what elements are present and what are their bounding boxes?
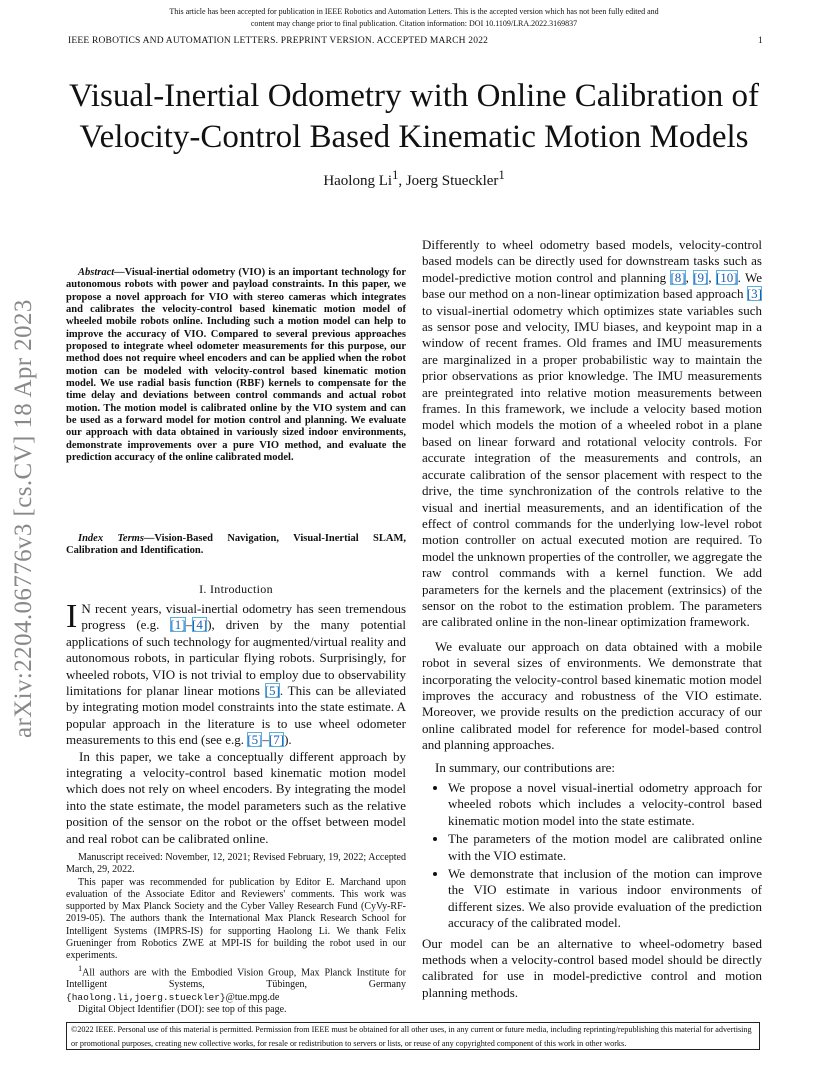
citation-link[interactable]: [8]	[670, 269, 686, 285]
intro-text: . This can be alleviated by integrating motion model constraints into the state estimate. A popular approach in the literature is to use wheel odometer measurements to this end (see e.g.	[66, 683, 406, 748]
email-address[interactable]: {haolong.li,joerg.stueckler}	[66, 991, 226, 1003]
author-separator: ,	[398, 173, 406, 189]
citation-link[interactable]: [5]	[247, 732, 263, 748]
citation-link[interactable]: [1]	[170, 617, 186, 633]
footnote-doi: Digital Object Identifier (DOI): see top of this page.	[78, 1003, 287, 1015]
citation-link[interactable]: [9]	[693, 269, 709, 285]
intro-text: ), driven by the many potential applications of such technology for augmented/virtual reality and autonomous robots, in particular flying robots. Surprisingly, for wheeled robots, VIO is not trivial to employ due to observability limitations for planar linear motions	[66, 617, 406, 699]
intro-text: –	[262, 732, 269, 748]
author-affil-mark: 1	[498, 168, 505, 182]
index-terms	[66, 533, 406, 558]
citation-link[interactable]: [3]	[746, 286, 762, 302]
body-text: to visual-inertial odometry which optimizes state variables such as sensor pose and velocity, IMU biases, and keypoint map in a window of recent frames. Old frames and IMU measurements are marginalized in a proper probabilistic way to maintain the prior observations as prior knowledge. The IMU measurements are preintegrated into relative motion measurements between frames. In this framework, we include a velocity based motion model which models the motion of a wheeled robot in a plane based on linear forward and rotational velocity controls. For accurate integration of the measurements and controls, an accurate calibration of the sensor placement with respect to the drive, the time synchronization of the controls relative to the visual and inertial measurements, and an identification of the effect of control commands for the underlying low-level robot motion controller on actual executed motion are required. To model the unknown properties of the controller, we aggregate the raw control commands with a kernel function. We add parameters for the kernels and the placement (extrinsics) of the sensor on the robot to the estimation problem. The parameters are calibrated online in the non-linear optimization framework.	[422, 302, 762, 630]
author-list	[0, 168, 828, 190]
affil-text: All authors are with the Embodied Vision Group, Max Planck Institute for Intelligent Systems, Tübingen, Germany	[66, 967, 406, 991]
citation-link[interactable]: [10]	[715, 269, 738, 285]
running-head	[68, 36, 763, 46]
intro-text: N recent years, visual-inertial odometry has seen tremendous progress (e.g.	[81, 601, 406, 633]
body-paragraph: We evaluate our approach on data obtained with a mobile robot in several sizes of environments. We demonstrate that incorporating the velocity-control based kinematic motion model improves the accuracy and robustness of the VIO estimate. Moreover, we provide results on the prediction accuracy of our online calibrated model for reference for model-based control and planning approaches.	[422, 638, 762, 753]
right-column-body	[422, 237, 762, 1001]
page-number: 1	[758, 36, 763, 46]
index-terms-text: —Vision-Based Navigation, Visual-Inertial SLAM, Calibration and Identification.	[66, 533, 407, 557]
body-text: ,	[685, 269, 694, 285]
title-line1: Visual-Inertial Odometry with Online Calibration of	[69, 78, 759, 114]
citation-link[interactable]: [5]	[264, 683, 280, 699]
contribution-list	[422, 780, 762, 932]
publication-notice-line2: content may change prior to final publication. Citation information: DOI 10.1109/LRA.2022.3169837	[250, 19, 578, 28]
index-terms-label: Index Terms	[78, 533, 144, 544]
arxiv-watermark: arXiv:2204.06776v3 [cs.CV] 18 Apr 2023	[10, 299, 37, 738]
citation-link[interactable]: [7]	[268, 732, 285, 748]
list-item: • We demonstrate that inclusion of the motion can improve the VIO estimate in various indoor environments of different sizes. We also provide evaluation of the prediction accuracy of the calibrated model.	[448, 866, 762, 932]
body-text: ,	[708, 269, 716, 285]
body-paragraph: In summary, our contributions are:	[435, 759, 616, 775]
footnote-recommended: This paper was recommended for publication by Editor E. Marchand upon evaluation of the Associate Editor and Reviewers' comments. This work was supported by Max Planck Society and the Cyber Valley Research Fund (CyVy-RF-2019-05). The authors thank the International Max Planck Research School for Intelligent Systems (IMPRS-IS) for supporting Haolong Li. We thank Felix Grueninger from Robotics ZWE at MPI-IS for building the robot used in our experiments.	[66, 876, 406, 962]
intro-text: –	[185, 617, 193, 633]
copyright-notice: ©2022 IEEE. Personal use of this material is permitted. Permission from IEEE must be obtained for all other uses, in any current or future media, including reprinting/republishing this material for advertising or promotional purposes, creating new collective works, for resale or redistribution to servers or lists, or reuse of any copyrighted component of this work in other works.	[66, 1022, 760, 1050]
author-name: Haolong Li	[323, 173, 393, 189]
paper-title	[40, 76, 788, 158]
abstract-text: —Visual-inertial odometry (VIO) is an important technology for autonomous robots with power and payload constraints. In this paper, we propose a novel approach for VIO with stereo cameras which integrates and calibrates the velocity-control based kinematic motion model of wheeled mobile robots online. Including such a motion model can help to improve the accuracy of VIO. Compared to several previous approaches proposed to integrate wheel odometer measurements for this purpose, our method does not require wheel encoders and can be applied when the robot motion can be modeled with velocity-control based kinematic motion model. We use radial basis function (RBF) kernels to compensate for the time delay and deviations between control commands and actual robot motion. The motion model is calibrated online by the VIO system and can be used as a forward model for motion control and planning. We evaluate our approach with data obtained in variously sized indoor environments, demonstrate improvements over a pure VIO method, and evaluate the prediction accuracy of the online calibrated model.	[66, 267, 406, 464]
list-item: • We propose a novel visual-inertial odometry approach for wheeled robots which includes a velocity-control based kinematic motion model into the state estimate.	[448, 780, 762, 829]
email-domain: @tue.mpg.de	[225, 991, 280, 1003]
body-text: Differently to wheel odometry based models, velocity-control based models can be directly used for downstream tasks such as model-predictive motion control and planning	[422, 237, 762, 285]
body-paragraph: Our model can be an alternative to wheel-odometry based methods when a velocity-control based model should be directly calibrated for use in model-predictive control and motion planning methods.	[422, 935, 762, 1000]
abstract	[66, 267, 406, 465]
citation-link[interactable]: [4]	[192, 617, 208, 633]
footnote-received: Manuscript received: November, 12, 2021; Revised February, 19, 2022; Accepted March, 29, 2022.	[66, 852, 406, 876]
affil-mark: 1	[78, 963, 83, 973]
body-text: . We base our method on a non-linear optimization based approach	[422, 269, 762, 302]
author-name: Joerg Stueckler	[405, 173, 499, 189]
publication-notice-line1: This article has been accepted for publication in IEEE Robotics and Automation Letters. This is the accepted version which has not been fully edited and	[169, 7, 659, 16]
body-paragraph	[422, 237, 762, 631]
intro-paragraph	[66, 598, 406, 749]
introduction-body	[66, 598, 406, 847]
footnotes	[66, 852, 406, 1016]
title-line2: Velocity-Control Based Kinematic Motion Models	[79, 119, 749, 155]
intro-paragraph: In this paper, we take a conceptually different approach by integrating a velocity-control based kinematic motion model which does not rely on wheel encoders. By integrating the model into the state estimate, the model parameters such as the relative position of the sensor on the robot or the offset between model and real robot can be calibrated online.	[66, 748, 406, 846]
author-affil-mark: 1	[392, 168, 399, 182]
abstract-label: Abstract	[78, 267, 115, 278]
list-item: • The parameters of the motion model are calibrated online with the VIO estimate.	[448, 831, 762, 864]
footnote-affiliation	[66, 963, 406, 1004]
section-heading: I. Introduction	[199, 582, 273, 596]
drop-cap: I	[66, 598, 78, 635]
intro-text: ).	[284, 732, 292, 748]
running-head-text: IEEE ROBOTICS AND AUTOMATION LETTERS. PREPRINT VERSION. ACCEPTED MARCH 2022	[68, 36, 489, 46]
